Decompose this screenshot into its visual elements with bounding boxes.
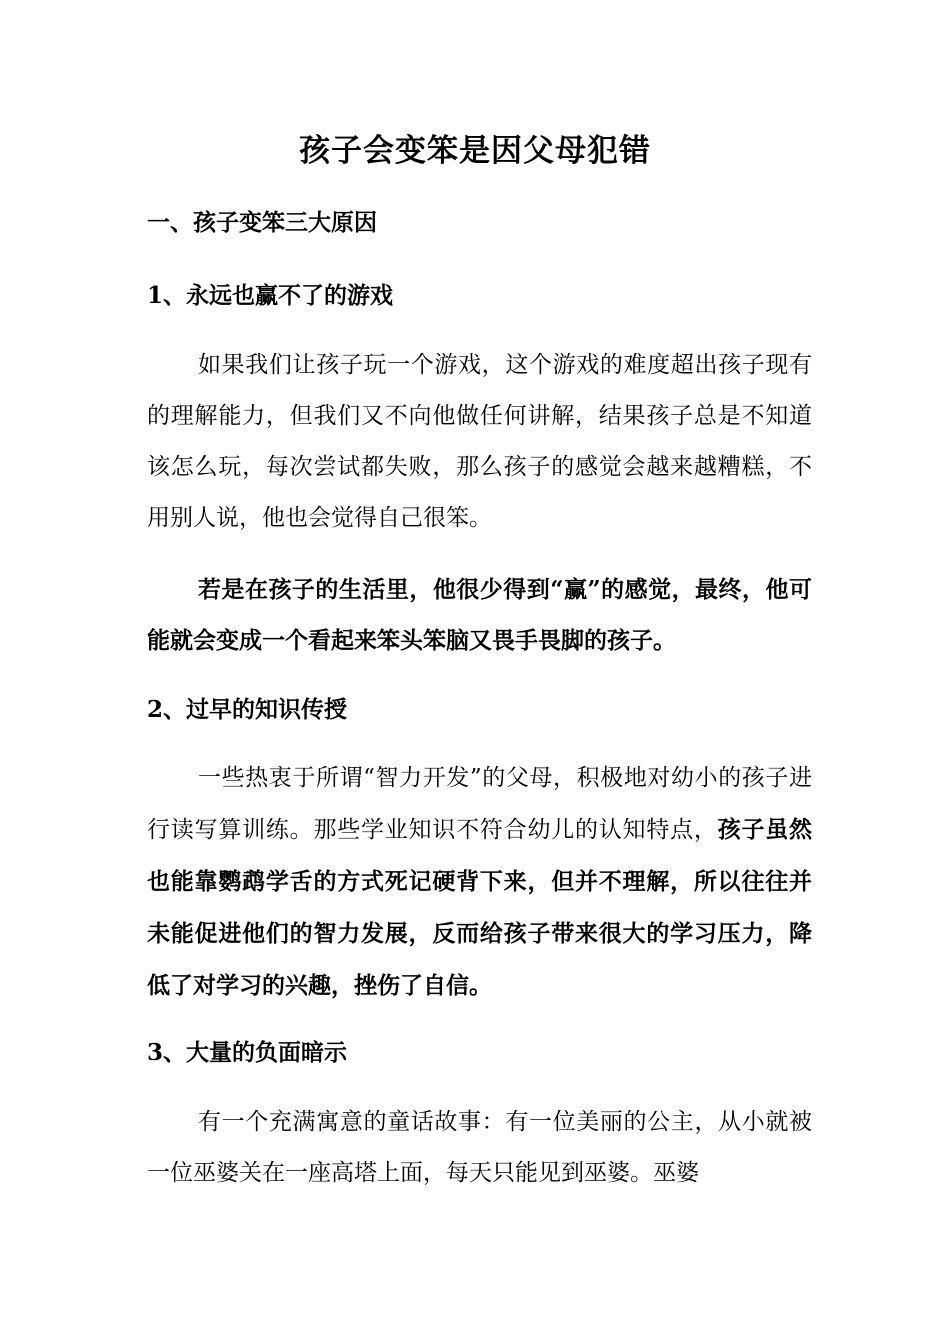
section-heading-causes: 一、孩子变笨三大原因 bbox=[147, 209, 377, 236]
subheading-early-knowledge: 2、过早的知识传授 bbox=[147, 696, 348, 723]
paragraph-early-knowledge-bold: 孩子虽然也能靠鹦鹉学舌的方式死记硬背下来，但并不理解，所以往往并未能促进他们的智力发展，反而给孩子带来很大的学习压力，降低了对学习的兴趣，挫伤了自信。 bbox=[147, 816, 813, 999]
paragraph-fairy-tale: 有一个充满寓意的童话故事：有一位美丽的公主，从小就被一位巫婆关在一座高塔上面，每天只能见到巫婆。巫婆 bbox=[147, 1109, 812, 1186]
subheading-negative-suggestion: 3、大量的负面暗示 bbox=[147, 1039, 348, 1066]
paragraph-game-description: 如果我们让孩子玩一个游戏，这个游戏的难度超出孩子现有的理解能力，但我们又不向他做任何讲解，结果孩子总是不知道该怎么玩，每次尝试都失败，那么孩子的感觉会越来越糟糕，不用别人说，他也会觉得自己很笨。 bbox=[147, 352, 812, 531]
document-title: 孩子会变笨是因父母犯错 bbox=[299, 133, 651, 169]
subheading-unwinnable-game: 1、永远也赢不了的游戏 bbox=[147, 282, 394, 309]
paragraph-early-knowledge bbox=[147, 753, 812, 1012]
paragraph-winning-feeling: 若是在孩子的生活里，他很少得到“赢”的感觉，最终，他可能就会变成一个看起来笨头笨脑又畏手畏脚的孩子。 bbox=[147, 576, 812, 654]
paragraph-early-knowledge-normal: 一些热衷于所谓“智力开发”的父母，积极地对幼小的孩子进行读写算训练。那些学业知识不符合幼儿的认知特点， bbox=[147, 765, 812, 843]
